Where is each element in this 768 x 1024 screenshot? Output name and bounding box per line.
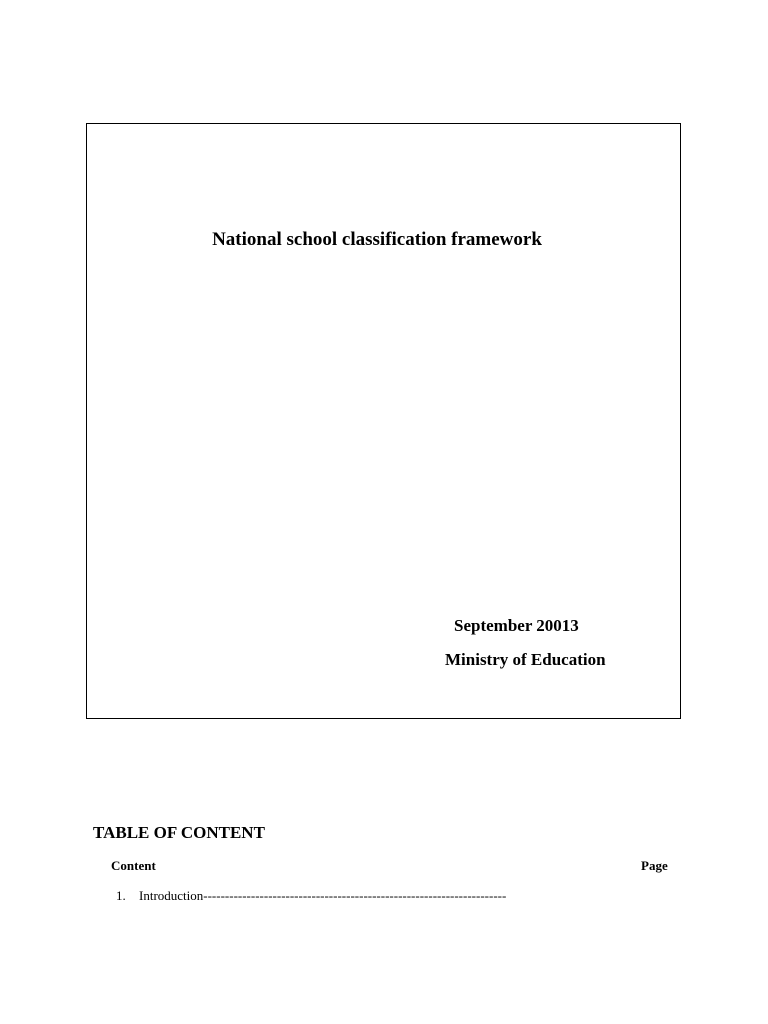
- toc-entry: [116, 888, 506, 904]
- toc-heading: TABLE OF CONTENT: [93, 823, 265, 842]
- toc-entry-number: 1.: [116, 888, 126, 903]
- publisher-organization: Ministry of Education: [445, 650, 606, 669]
- cover-page-frame: [86, 123, 681, 719]
- publication-date: September 20013: [454, 616, 579, 635]
- toc-column-page-header: Page: [641, 858, 668, 873]
- toc-column-content-header: Content: [111, 858, 156, 873]
- document-title: National school classification framework: [212, 229, 542, 250]
- toc-entry-text: Introduction----------------------------------------------------------------------: [139, 888, 507, 903]
